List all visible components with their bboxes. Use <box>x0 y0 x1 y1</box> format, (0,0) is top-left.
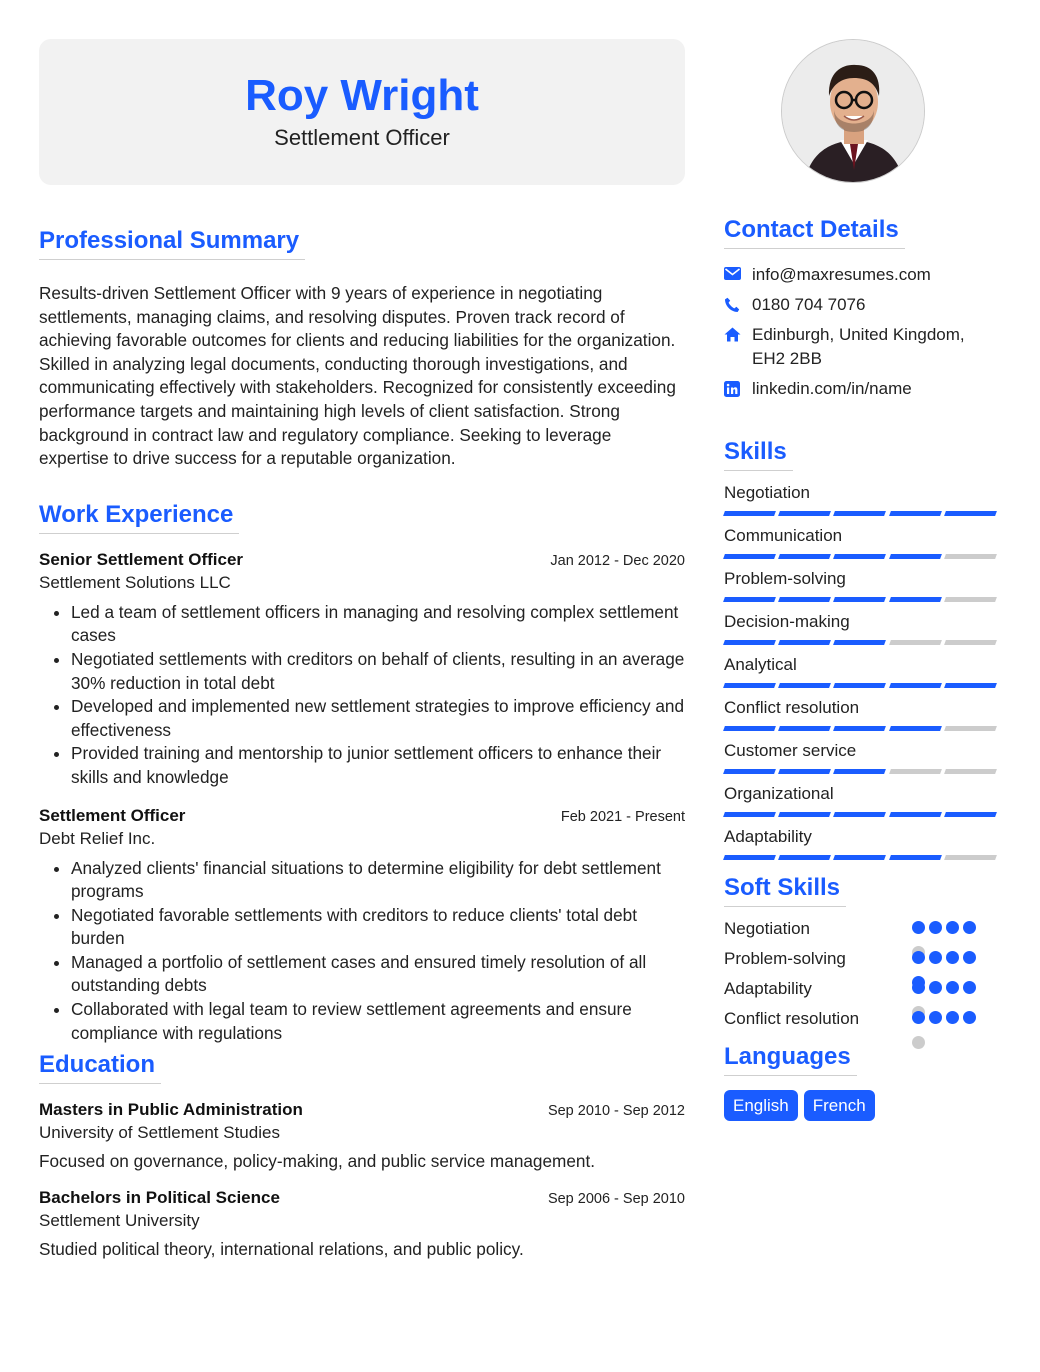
skill-level-segment <box>723 726 776 731</box>
job-company: Debt Relief Inc. <box>39 828 156 848</box>
education-section <box>39 1051 685 1260</box>
skill-level-segment <box>778 683 831 688</box>
rating-dot <box>912 1011 925 1024</box>
education-dates: Sep 2006 - Sep 2010 <box>547 1191 685 1208</box>
skill-level-segment <box>833 683 886 688</box>
skill-label: Adaptability <box>724 827 812 846</box>
education-dates: Sep 2010 - Sep 2012 <box>547 1103 685 1120</box>
skill-level-segment <box>944 554 997 559</box>
rating-dot <box>963 981 976 994</box>
skill-label: Communication <box>724 526 843 545</box>
rating-dot <box>946 951 959 964</box>
soft-skill-label: Conflict resolution <box>724 1009 860 1028</box>
skill-label: Problem-solving <box>724 569 846 588</box>
job-bullet: • Analyzed clients' financial situations to determine eligibility for debt settlement programs <box>71 857 685 904</box>
language-tag: English <box>724 1090 798 1121</box>
work-heading: Work Experience <box>39 501 239 534</box>
skill-level-segment <box>833 554 886 559</box>
portrait-illustration <box>782 40 925 183</box>
skill-level-bar <box>724 726 1000 731</box>
rating-dot <box>929 921 942 934</box>
skill-item <box>724 526 1000 569</box>
skill-level-segment <box>833 597 886 602</box>
skill-item <box>724 612 1000 655</box>
rating-dot <box>946 921 959 934</box>
contact-phone <box>724 293 1000 317</box>
rating-dot <box>912 921 925 934</box>
skill-label: Analytical <box>724 655 797 674</box>
skill-level-segment <box>778 726 831 731</box>
skill-level-segment <box>833 726 886 731</box>
job-entry <box>39 806 685 1046</box>
skill-level-segment <box>778 597 831 602</box>
rating-dot <box>912 951 925 964</box>
soft-skill-item <box>724 919 1000 949</box>
skill-level-segment <box>889 683 942 688</box>
skill-item <box>724 784 1000 827</box>
skill-level-bar <box>724 597 1000 602</box>
skill-item <box>724 741 1000 784</box>
skill-label: Conflict resolution <box>724 698 860 717</box>
skill-level-bar <box>724 769 1000 774</box>
soft-skill-label: Negotiation <box>724 919 811 938</box>
language-tag: French <box>804 1090 875 1121</box>
profile-photo <box>781 39 925 183</box>
skill-level-bar <box>724 554 1000 559</box>
skill-item <box>724 569 1000 612</box>
skill-level-segment <box>889 554 942 559</box>
soft-skill-label: Problem-solving <box>724 949 846 968</box>
soft-skills-list <box>724 919 1000 1039</box>
job-entry <box>39 550 685 790</box>
skill-level-segment <box>723 812 776 817</box>
skill-level-segment <box>723 511 776 516</box>
education-school: Settlement University <box>39 1211 200 1231</box>
sidebar-column <box>724 39 1000 1121</box>
skill-level-segment <box>944 640 997 645</box>
skill-level-segment <box>889 597 942 602</box>
skills-heading: Skills <box>724 438 793 471</box>
rating-dot <box>929 951 942 964</box>
skills-section <box>724 438 1000 870</box>
skill-level-segment <box>833 640 886 645</box>
skill-level-segment <box>944 597 997 602</box>
skill-level-segment <box>778 855 831 860</box>
contact-phone-text[interactable]: 0180 704 7076 <box>752 295 866 314</box>
contact-section <box>724 216 1000 400</box>
rating-dot <box>912 981 925 994</box>
job-title: Settlement Officer <box>39 805 186 825</box>
skill-item <box>724 827 1000 870</box>
skill-level-bar <box>724 855 1000 860</box>
skill-label: Decision-making <box>724 612 850 631</box>
job-bullet: • Negotiated favorable settlements with creditors to reduce clients' total debt burden <box>71 904 685 951</box>
skill-level-segment <box>889 769 942 774</box>
skill-level-segment <box>723 640 776 645</box>
skill-level-segment <box>889 640 942 645</box>
phone-icon <box>724 293 752 317</box>
skill-level-bar <box>724 640 1000 645</box>
rating-dot <box>912 1036 925 1049</box>
rating-dot <box>929 1011 942 1024</box>
home-icon <box>724 323 752 370</box>
soft-skill-item <box>724 979 1000 1009</box>
skill-level-segment <box>944 726 997 731</box>
work-section <box>39 501 685 1046</box>
contact-email-text[interactable]: info@maxresumes.com <box>752 265 931 284</box>
email-icon <box>724 263 752 287</box>
soft-skill-item <box>724 1009 1000 1039</box>
rating-dot <box>963 951 976 964</box>
skill-level-segment <box>723 683 776 688</box>
skill-level-segment <box>778 812 831 817</box>
summary-text: Results-driven Settlement Officer with 9 years of experience in negotiating settlements, managing claims, and resolving disputes. Proven track record of achieving favorable outcomes for clients and reducing liabilities for the organization. Skilled in analyzing legal documents, conducting thorough investigations, and communicating effectively with stakeholders. Recognized for consistently exceeding performance targets and maintaining high levels of client satisfaction. Strong background in contract law and regulatory compliance. Seeking to leverage expertise to drive success for a reputable organization. <box>39 283 676 469</box>
soft-skill-item <box>724 949 1000 979</box>
languages-heading: Languages <box>724 1043 857 1076</box>
rating-dot <box>946 1011 959 1024</box>
languages-list <box>724 1090 1000 1121</box>
skill-item <box>724 698 1000 741</box>
contact-address-text: Edinburgh, United Kingdom, EH2 2BB <box>752 325 965 368</box>
education-description: Studied political theory, international relations, and public policy. <box>39 1239 524 1260</box>
job-dates: Jan 2012 - Dec 2020 <box>550 552 685 569</box>
skill-item <box>724 483 1000 526</box>
job-dates: Feb 2021 - Present <box>560 808 685 825</box>
main-column <box>39 39 685 1260</box>
skill-level-segment <box>723 597 776 602</box>
job-bullet: • Collaborated with legal team to review settlement agreements and ensure compliance with regulations <box>71 998 685 1045</box>
job-company: Settlement Solutions LLC <box>39 572 231 592</box>
contact-linkedin-text[interactable]: linkedin.com/in/name <box>752 378 912 398</box>
job-bullet: • Managed a portfolio of settlement cases and ensured timely resolution of all outstanding debts <box>71 951 685 998</box>
skill-label: Organizational <box>724 784 834 803</box>
education-entry <box>39 1188 685 1260</box>
job-bullet: • Provided training and mentorship to junior settlement officers to enhance their skills and knowledge <box>71 742 685 789</box>
rating-dot <box>946 981 959 994</box>
soft-skills-heading: Soft Skills <box>724 874 846 907</box>
skill-level-segment <box>833 769 886 774</box>
job-bullets <box>39 857 685 1046</box>
job-bullet: • Negotiated settlements with creditors on behalf of clients, resulting in an average 30% reduction in total debt <box>71 648 685 695</box>
contact-heading: Contact Details <box>724 216 905 249</box>
job-bullet: • Led a team of settlement officers in managing and resolving complex settlement cases <box>71 601 685 648</box>
skill-level-segment <box>833 812 886 817</box>
skill-level-segment <box>944 769 997 774</box>
rating-dot <box>963 1011 976 1024</box>
candidate-name: Roy Wright <box>245 71 479 120</box>
contact-address <box>724 323 1000 370</box>
skill-level-segment <box>889 726 942 731</box>
education-description: Focused on governance, policy-making, and public service management. <box>39 1151 596 1172</box>
skill-level-bar <box>724 683 1000 688</box>
skill-item <box>724 655 1000 698</box>
linkedin-icon <box>724 377 752 401</box>
education-degree: Masters in Public Administration <box>39 1100 303 1120</box>
summary-section <box>39 227 685 471</box>
job-bullet: • Developed and implemented new settlement strategies to improve efficiency and effectiveness <box>71 695 685 742</box>
skill-level-segment <box>944 855 997 860</box>
rating-dot <box>929 981 942 994</box>
job-bullets <box>39 601 685 790</box>
job-title: Senior Settlement Officer <box>39 549 244 569</box>
education-school: University of Settlement Studies <box>39 1123 280 1143</box>
skill-level-segment <box>723 769 776 774</box>
skill-level-segment <box>723 855 776 860</box>
skills-list <box>724 483 1000 870</box>
skill-level-segment <box>833 855 886 860</box>
contact-linkedin <box>724 377 1000 401</box>
skill-level-segment <box>944 812 997 817</box>
summary-heading: Professional Summary <box>39 227 305 260</box>
skill-label: Customer service <box>724 741 857 760</box>
contact-email <box>724 263 1000 287</box>
soft-skill-label: Adaptability <box>724 979 812 998</box>
skill-level-segment <box>944 683 997 688</box>
skill-level-segment <box>778 769 831 774</box>
skill-level-segment <box>944 511 997 516</box>
soft-skill-rating <box>912 1011 988 1061</box>
header-card <box>39 39 685 185</box>
education-entry <box>39 1100 685 1172</box>
education-heading: Education <box>39 1051 161 1084</box>
candidate-title: Settlement Officer <box>274 125 450 150</box>
skill-level-segment <box>889 511 942 516</box>
skill-level-segment <box>778 640 831 645</box>
skill-level-bar <box>724 812 1000 817</box>
skill-level-segment <box>889 812 942 817</box>
skill-label: Negotiation <box>724 483 811 502</box>
contact-list <box>724 263 1000 400</box>
skill-level-segment <box>889 855 942 860</box>
skill-level-segment <box>723 554 776 559</box>
rating-dot <box>963 921 976 934</box>
skill-level-segment <box>833 511 886 516</box>
soft-skills-section <box>724 874 1000 1039</box>
education-degree: Bachelors in Political Science <box>39 1188 280 1208</box>
skill-level-segment <box>778 554 831 559</box>
skill-level-segment <box>778 511 831 516</box>
skill-level-bar <box>724 511 1000 516</box>
